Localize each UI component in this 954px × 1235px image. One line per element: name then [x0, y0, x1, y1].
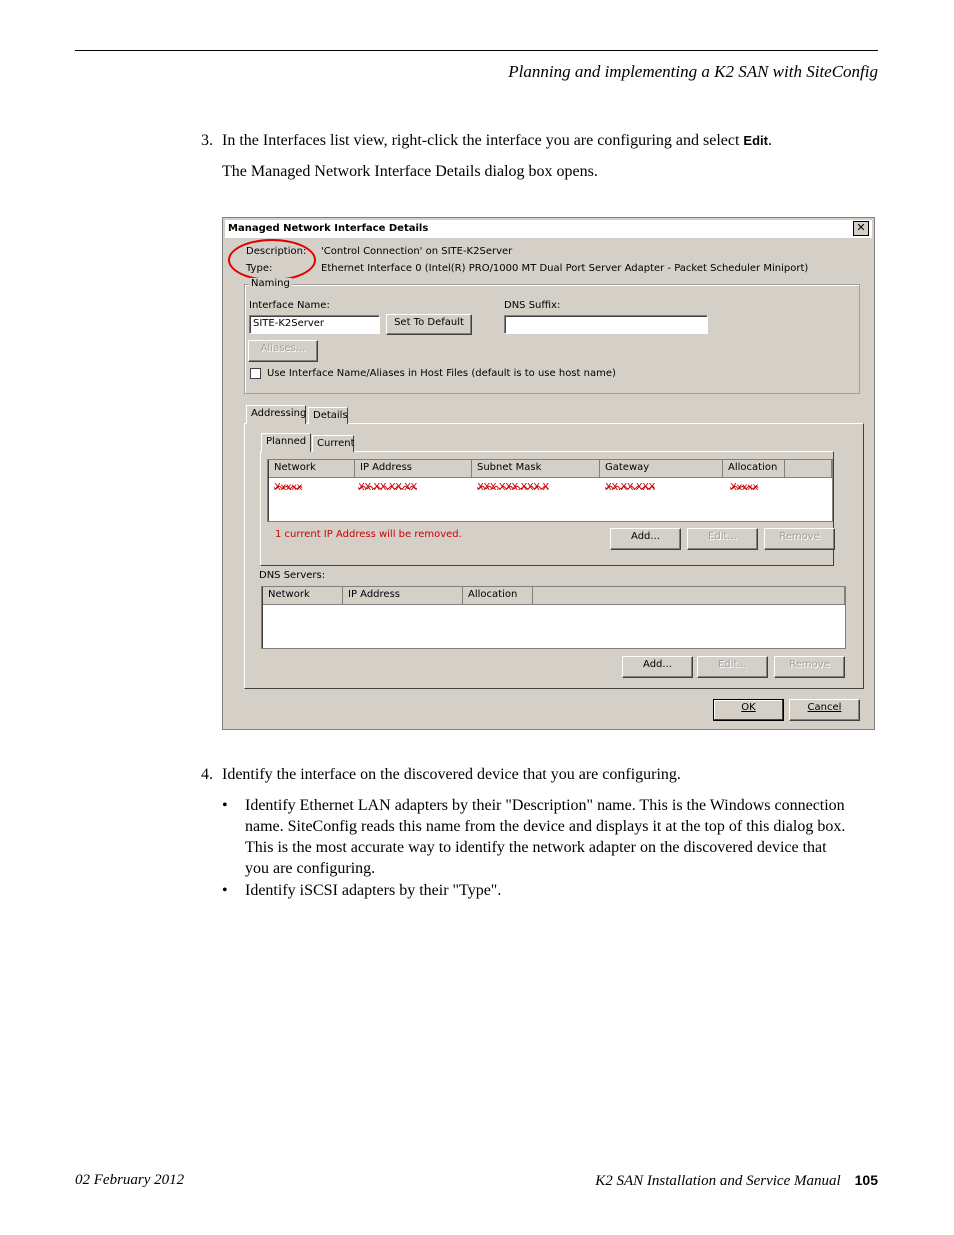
footer-manual-title: K2 SAN Installation and Service Manual [595, 1173, 841, 1189]
cell-allocation: Xxxxx [730, 482, 759, 493]
running-title: Planning and implementing a K2 SAN with SiteConfig [508, 62, 878, 81]
cell-ip-address: XX.XX.XX.XX [358, 482, 417, 493]
add-dns-button[interactable]: Add... [622, 656, 693, 678]
step4-number: 4. [201, 766, 213, 783]
aliases-button[interactable]: Aliases... [248, 340, 318, 362]
interface-name-input[interactable]: SITE-K2Server [249, 315, 380, 334]
cancel-button[interactable]: Cancel [789, 699, 860, 721]
dns-suffix-input[interactable] [504, 315, 708, 334]
add-address-button[interactable]: Add... [610, 528, 681, 550]
dns-column-header-ip-address[interactable]: IP Address [343, 587, 463, 605]
dns-column-header-allocation[interactable]: Allocation [463, 587, 533, 605]
tab-details[interactable]: Details [308, 407, 348, 424]
column-header-subnet-mask[interactable]: Subnet Mask [472, 460, 600, 478]
step3-result: The Managed Network Interface Details dialog box opens. [222, 163, 598, 180]
step4-text: Identify the interface on the discovered device that you are configuring. [222, 766, 681, 783]
description-value: 'Control Connection' on SITE-K2Server [321, 246, 513, 257]
tab-addressing[interactable]: Addressing [246, 405, 306, 424]
interface-name-label: Interface Name: [249, 300, 330, 311]
column-header-ip-address[interactable]: IP Address [355, 460, 472, 478]
page-number: 105 [854, 1172, 878, 1188]
header-rule [75, 50, 878, 51]
bullet-1-line-4: you are configuring. [245, 860, 376, 877]
column-header-filler [785, 460, 832, 478]
remove-address-button[interactable]: Remove [764, 528, 835, 550]
cell-network: Xxxxx [274, 482, 303, 493]
edit-address-button[interactable]: Edit... [687, 528, 758, 550]
bullet-2-line-1: Identify iSCSI adapters by their "Type". [245, 882, 502, 899]
use-names-checkbox-label: Use Interface Name/Aliases in Host Files (default is to use host name) [267, 368, 616, 379]
remove-dns-button[interactable]: Remove [774, 656, 845, 678]
footer-date: 02 February 2012 [75, 1172, 185, 1188]
step3-text [222, 130, 772, 151]
step3-text-after: . [767, 132, 772, 149]
removal-warning: 1 current IP Address will be removed. [275, 529, 462, 540]
dns-suffix-label: DNS Suffix: [504, 300, 561, 311]
subtab-planned[interactable]: Planned [261, 433, 311, 452]
type-value: Ethernet Interface 0 (Intel(R) PRO/1000 MT Dual Port Server Adapter - Packet Scheduler Miniport) [321, 263, 809, 274]
use-names-checkbox[interactable] [250, 368, 261, 379]
column-header-gateway[interactable]: Gateway [600, 460, 723, 478]
dns-servers-label: DNS Servers: [259, 570, 326, 581]
bullet-1-line-3: This is the most accurate way to identify the network adapter on the discovered device that [245, 839, 827, 856]
dialog-title-bar [225, 220, 872, 238]
bullet-marker: • [222, 797, 228, 814]
step3-number: 3. [201, 132, 213, 149]
column-header-allocation[interactable]: Allocation [723, 460, 785, 478]
cell-gateway: XX.XX.XXX [605, 482, 655, 493]
subtab-current[interactable]: Current [312, 435, 354, 452]
footer-right [595, 1172, 878, 1190]
managed-network-interface-dialog [222, 217, 875, 730]
bullet-1-line-2: name. SiteConfig reads this name from the device and displays it at the top of this dialog box. [245, 818, 846, 835]
close-icon[interactable]: ✕ [853, 221, 869, 236]
bullet-1-line-1: Identify Ethernet LAN adapters by their "Description" name. This is the Windows connection [245, 797, 845, 814]
step3-text-before: In the Interfaces list view, right-click the interface you are configuring and select [222, 132, 744, 149]
description-label: Description: [246, 246, 307, 257]
type-label: Type: [246, 263, 273, 274]
cell-subnet-mask: XXX.XXX.XXX.X [477, 482, 549, 493]
table-row[interactable] [269, 482, 829, 496]
bullet-marker: • [222, 882, 228, 899]
ok-button[interactable]: OK [713, 699, 784, 721]
dialog-title: Managed Network Interface Details [228, 223, 429, 234]
description-highlight-oval [228, 239, 316, 281]
set-to-default-button[interactable]: Set To Default [386, 314, 472, 335]
dns-column-header-network[interactable]: Network [263, 587, 343, 605]
naming-legend: Naming [251, 278, 290, 289]
edit-dns-button[interactable]: Edit... [697, 656, 768, 678]
column-header-network[interactable]: Network [269, 460, 355, 478]
step3-menu-item: Edit [743, 133, 768, 148]
dns-column-header-filler [533, 587, 845, 605]
